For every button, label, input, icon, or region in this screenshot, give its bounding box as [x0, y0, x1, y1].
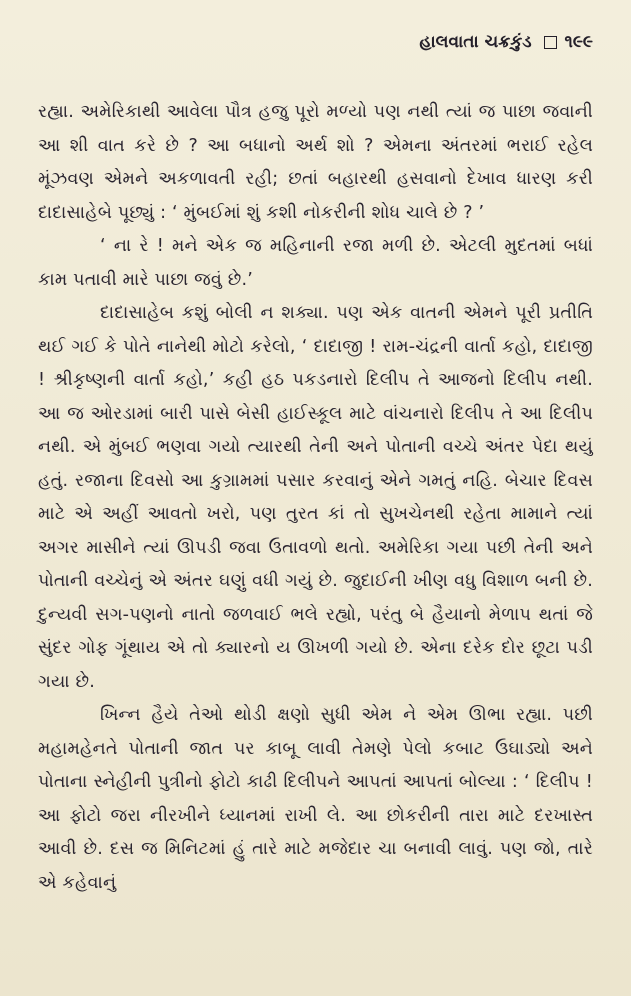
paragraph: ખિન્ન હૈયે તેઓ થોડી ક્ષણો સુધી એમ ને એમ ઊભા રહ્યા. પછી મહામહેનતે પોતાની જાત પર કાબૂ લાવી તેમણે પેલો કબાટ ઉઘાડ્યો અને પોતાના સ્નેહીની પુત્રીનો ફોટો કાઢી દિલીપને આપતાં આપતાં બોલ્યા : ‘ દિલીપ ! આ ફોટો જરા નીરખીને ધ્યાનમાં રાખી લે. આ છોકરીની તારા માટે દરખાસ્ત આવી છે. દસ જ મિનિટમાં હું તારે માટે મજેદાર ચા બનાવી લાવું. પણ જો, તારે એ કહેવાનું [38, 705, 593, 893]
paragraph: રહ્યા. અમેરિકાથી આવેલા પૌત્ર હજુ પૂરો મળ્યો પણ નથી ત્યાં જ પાછા જવાની આ શી વાત કરે છે ? આ બધાનો અર્થ શો ? એમના અંતરમાં ભરાઈ રહેલ મૂંઝવણ એમને અકળાવતી રહી; છતાં બહારથી હસવાનો દેખાવ ધારણ કરી દાદાસાહેબે પૂછ્યું : ‘ મુંબઈમાં શું કશી નોકરીની શોધ ચાલે છે ? ’ [38, 102, 593, 223]
paragraph: ‘ ના રે ! મને એક જ મહિનાની રજા મળી છે. એટલી મુદતમાં બધાં કામ પતાવી મારે પાછા જવું છે.’ [38, 236, 593, 290]
body-text [38, 96, 593, 900]
square-bullet-icon [544, 36, 557, 49]
page-number: ૧૯૯ [564, 32, 593, 52]
running-head [38, 28, 593, 56]
paragraph: દાદાસાહેબ કશું બોલી ન શક્યા. પણ એક વાતની એમને પૂરી પ્રતીતિ થઈ ગઈ કે પોતે નાનેથી મોટો કરેલો, ‘ દાદાજી ! રામ-ચંદ્રની વાર્તા કહો, દાદાજી ! શ્રીકૃષ્ણની વાર્તા કહો,’ કહી હઠ પકડનારો દિલીપ તે આજનો દિલીપ નથી. આ જ ઓરડામાં બારી પાસે બેસી હાઈસ્કૂલ માટે વાંચનારો દિલીપ તે આ દિલીપ નથી. એ મુંબઈ ભણવા ગયો ત્યારથી તેની અને પોતાની વચ્ચે અંતર પેદા થયું હતું. રજાના દિવસો આ કુગ્રામમાં પસાર કરવાનું એને ગમતું નહિ. બેચાર દિવસ માટે એ અહીં આવતો ખરો, પણ તુરત કાં તો સુખચેનથી રહેતા મામાને ત્યાં અગર માસીને ત્યાં ઊપડી જવા ઉતાવળો થતો. અમેરિકા ગયા પછી તેની અને પોતાની વચ્ચેનું એ અંતર ઘણું વધી ગયું છે. જુદાઈની ખીણ વધુ વિશાળ બની છે. દુન્યવી સગ-પણનો નાતો જળવાઈ ભલે રહ્યો, પરંતુ બે હૈયાનો મેળાપ થતાં જે સુંદર ગોફ ગૂંથાય એ તો ક્યારનો ય ઊખળી ગયો છે. એના દરેક દોર છૂટા પડી ગયા છે. [38, 303, 593, 692]
running-head-title: હાલવાતા ચક્રકુંડ [419, 32, 532, 52]
